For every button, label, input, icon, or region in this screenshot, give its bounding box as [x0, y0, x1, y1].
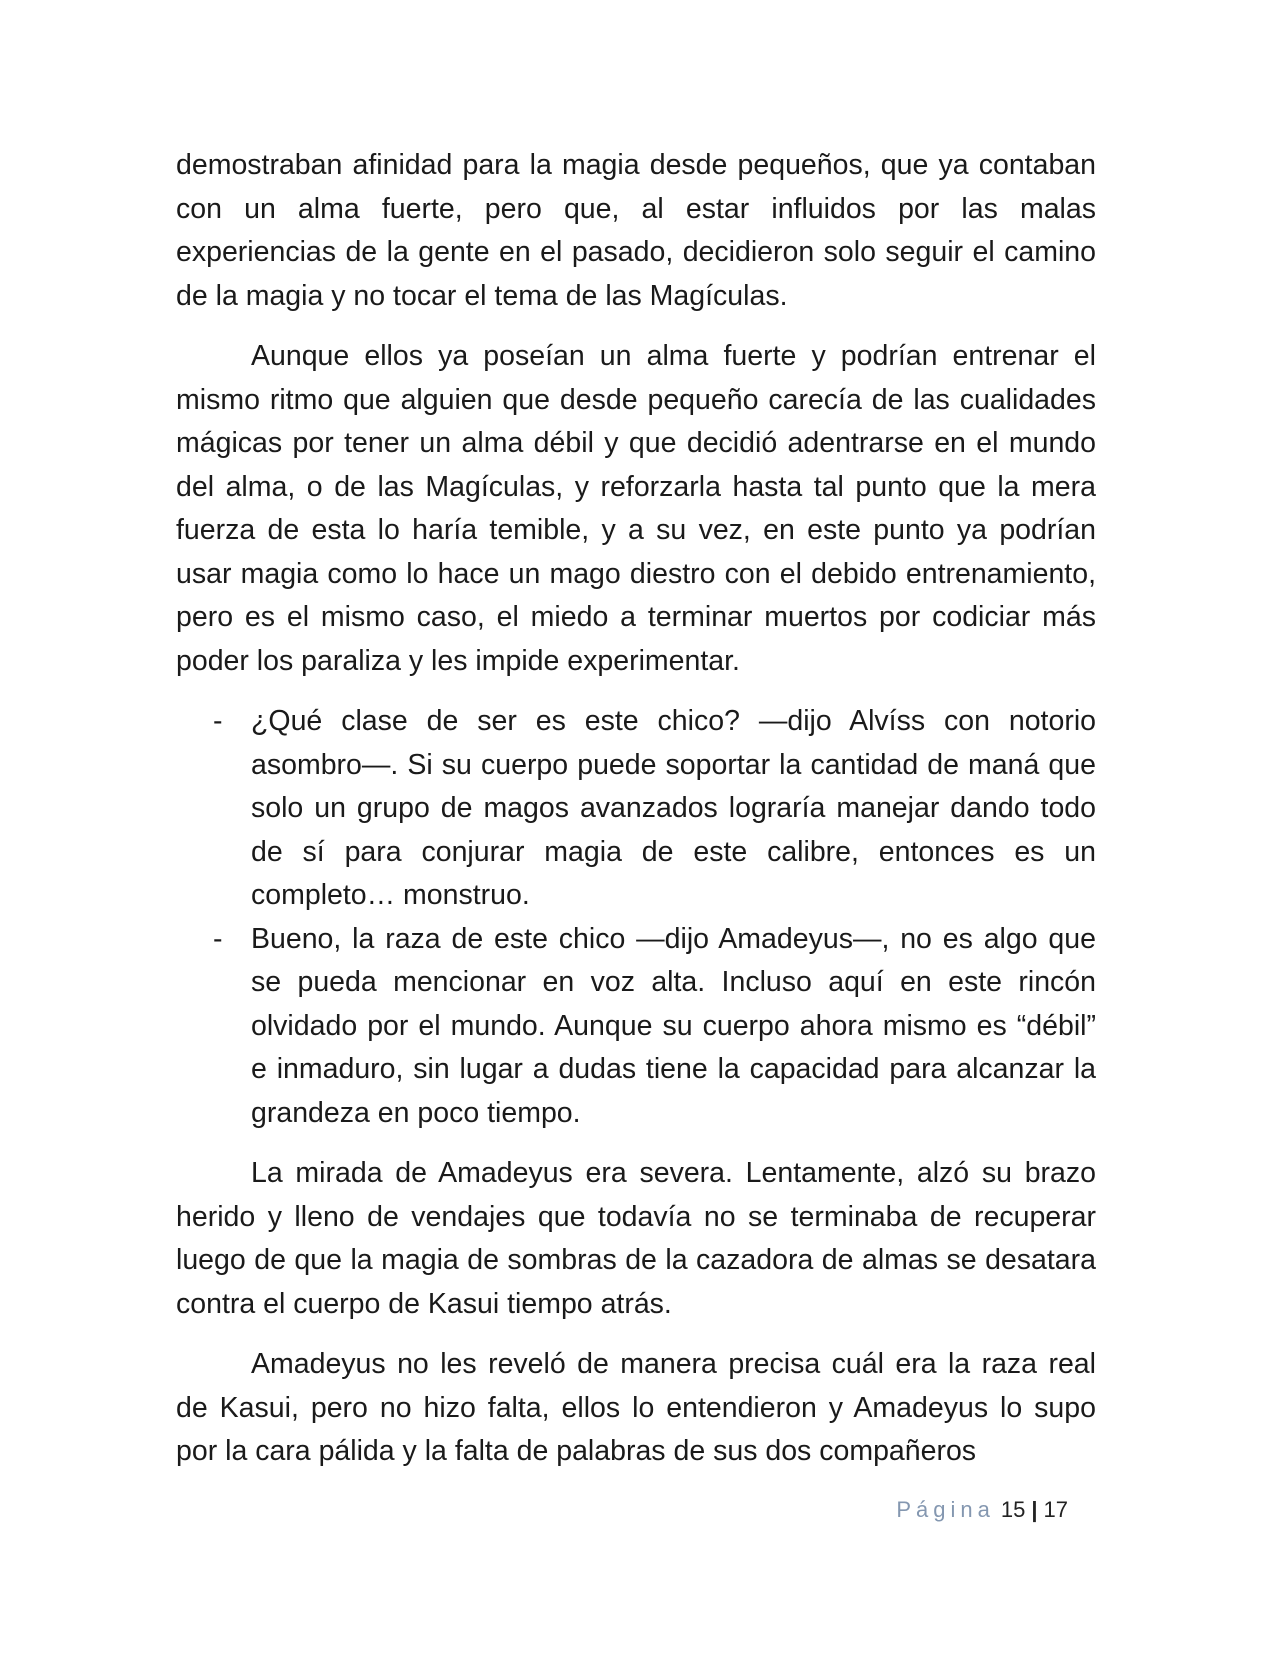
page-separator: | [1031, 1497, 1038, 1522]
page-label: Página [896, 1497, 995, 1522]
dialogue-item-alviss [176, 700, 1096, 918]
dialogue-dash: - [213, 922, 223, 955]
page-number: 15 [1000, 1497, 1026, 1522]
dialogue-list [176, 700, 1096, 1135]
body-text [176, 144, 1096, 1491]
page-footer [896, 1496, 1068, 1524]
page-total: 17 [1043, 1497, 1068, 1522]
dialogue-item-amadeyus [176, 918, 1096, 1136]
dialogue-text: Bueno, la raza de este chico —dijo Amadeyus—, no es algo que se pueda mencionar en voz alta. Incluso aquí en este rincón olvidado por el mundo. Aunque su cuerpo ahora mismo es “débil” e inmaduro, sin lugar a dudas tiene la capacidad para alcanzar la grandeza en poco tiempo. [251, 922, 1096, 1129]
paragraph-continuation: demostraban afinidad para la magia desde pequeños, que ya contaban con un alma fuerte, pero que, al estar influidos por las malas experiencias de la gente en el pasado, decidieron solo seguir el camino de la magia y no tocar el tema de las Magículas. [176, 149, 1096, 312]
paragraph-race-revealed: Amadeyus no les reveló de manera precisa cuál era la raza real de Kasui, pero no hizo falta, ellos lo entendieron y Amadeyus lo supo por la cara pálida y la falta de palabras de sus dos compañeros [176, 1348, 1096, 1467]
paragraph-soul-training: Aunque ellos ya poseían un alma fuerte y podrían entrenar el mismo ritmo que alguien que desde pequeño carecía de las cualidades mágicas por tener un alma débil y que decidió adentrarse en el mundo del alma, o de las Magículas, y reforzarla hasta tal punto que la mera fuerza de esta lo haría temible, y a su vez, en este punto ya podrían usar magia como lo hace un mago diestro con el debido entrenamiento, pero es el mismo caso, el miedo a terminar muertos por codiciar más poder los paraliza y les impide experimentar. [176, 340, 1096, 677]
dialogue-dash: - [213, 705, 223, 737]
paragraph-amadeyus-gaze: La mirada de Amadeyus era severa. Lentamente, alzó su brazo herido y lleno de vendajes que todavía no se terminaba de recuperar luego de que la magia de sombras de la cazadora de almas se desatara contra el cuerpo de Kasui tiempo atrás. [176, 1157, 1096, 1320]
dialogue-text: ¿Qué clase de ser es este chico? —dijo Alvíss con notorio asombro—. Si su cuerpo puede soportar la cantidad de maná que solo un grupo de magos avanzados lograría manejar dando todo de sí para conjurar magia de este calibre, entonces es un completo… monstruo. [251, 705, 1096, 911]
